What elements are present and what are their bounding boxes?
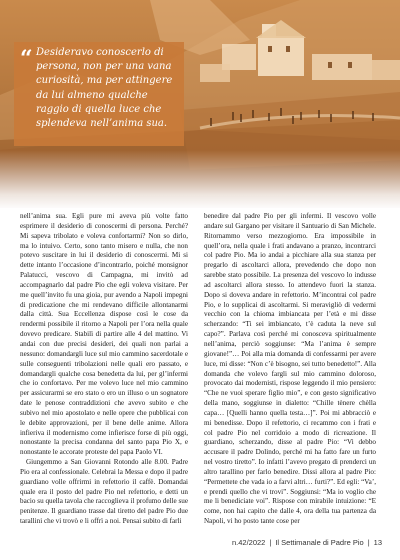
article-column-right xyxy=(204,212,376,527)
pull-quote xyxy=(20,46,178,131)
page-footer xyxy=(232,538,382,547)
article-paragraph: benedire dal padre Pio per gli infermi. Il vescovo volle andare sul Gargano per visitare il Santuario di San Michele. Ritornammo verso mezzogiorno. Era impossibile in quell’ora, nella quale i frati andavano a pranzo, incontrarci col padre Pio. Ma io andai a picchiare alla sua stanza per pregarlo di ascoltarci allora, prevedendo che dopo non sarebbe stato possibile. La presenza del vescovo lo indusse ad ascoltarci allora stesso. Io attendevo fuori la stanza. Dopo si doveva andare in refettorio. M’incontrai col padre Pio, e lo supplicai di ascoltarmi. Si meravigliò di vedermi vecchio con la chioma imbiancata per l’età e mi disse scherzando: “Ti sei imbiancato, t’è caduta la neve sul capo?”. Parlava così perché mi conosceva spiritualmente nell’anima, perciò soggiunse: “Ma l’anima è sempre giovane!”… Poi alla mia domanda di confessarmi per avere luce, mi disse: “Non c’è bisogno, sei tutto benedetto!”. Alla domanda che volevo fargli sul mio cammino doloroso, provocato dai modernisti, rispose leggendo il mio pensiero: “Che ne vuoi sperare figlio mio”, e con gesto significativo della mano, soggiunse in dialetto: “Chille tènerе chèlla capa… [Quelli hanno quella testa…]”. Poi mi abbracciò e mi benedisse. Dopo il refettorio, ci recammo con i frati e col padre Pio nel corridoio a modo di ricreazione. Il guardiano, scherzando, disse al padre Pio: “Vi debbo accusare il padre Dolindo, perché mi ha fatto fare un furto nel vostro tiretto”. Io infatti l’avevo pregato di prenderci un altro tarallino per farlo benedire. Dissi allora al padre Pio: “Permettete che vada io a farvi altri… furti?”. Ed egli: “Va’, e prendi quello che vi trovi”. Soggiunsi: “Ma io voglio che me li benediciate voi”. Rispose con mirabile intuizione: “E come, non hai capito che dalle 4, ora della tua partenza da Napoli, vi ho posto tante cose per xyxy=(204,212,376,526)
article-column-left xyxy=(20,212,188,527)
page-number: 13 xyxy=(373,538,382,547)
photo-fade xyxy=(0,150,400,208)
magazine-name: Il Settimanale di Padre Pio xyxy=(275,538,364,547)
footer-separator: | xyxy=(269,538,272,547)
footer-separator: | xyxy=(367,538,370,547)
article-paragraph: Giungemmo a San Giovanni Rotondo alle 8.00. Padre Pio era al confessionale. Celebrai la Messa e dopo il padre guardiano volle offrirmi in refettorio il caffè. Domandai quale era il posto del padre Pio nel refettorio, e detti un bacio su quella tavola che raccoglieva il profumo delle sue penitenze. Il guardiano trasse dal tiretto del padre Pio due tarallini che vi trovò e li offrì a noi. Pensai subito di farli xyxy=(20,458,188,526)
quote-mark-icon: “ xyxy=(20,46,33,72)
pull-quote-text: Desideravo conoscerlo di persona, non per una vana curiosità, ma per attingere da lui almeno qualche raggio di quella luce che splendeva nell’anima sua. xyxy=(36,47,173,130)
issue-number: n.42/2022 xyxy=(231,538,266,547)
article-paragraph: nell’anima sua. Egli pure mi aveva più volte fatto esprimere il desiderio di conoscermi di persona. Perché? Mi sapeva tribolato e voleva confortarmi? Non so dirlo, ma lo intuivo. Certo, sono tanto misero e nulla, che non potevo suscitare in lui il desiderio di conoscermi. Mi si dette intanto l’occasione d’incontrarlo, poiché monsignor Palatucci, vescovo di Campagna, mi invitò ad accompagnarlo dal padre Pio che egli voleva visitare. Per me quell’invito fu una gioia, pur avendo a Napoli impegni di predicazione che mi rendevano difficile allontanarmi dalla città. Sua Eccellenza dispose così le cose da rendermi possibile il ritorno a Napoli per l’ora nella quale dovevo predicare. Stabilì di partire alle 4 del mattino. Vi andai con due precisi desideri, dei quali non parlai a nessuno: domandargli luce sul mio cammino sacerdotale e sulle conseguenti tribolazioni nelle quali ero passato, e domandargli qualche cosa benedetta da lui, per gl’infermi che io confortavo. Per me volevo luce nel mio cammino per assicurarmi se ero stato o ero un illuso o un sognatore date le penose contraddizioni che avevo subito e che subivo nel mio apostolato e nelle opere che pubblicai con le debite approvazioni, per il bene delle anime. Allora infieriva il modernismo come infieriscе forse di più oggi, nonostante la precisa condanna del santo papa Pio X, e nonostante le accorate proteste del papa Paolo VI. xyxy=(20,212,188,457)
